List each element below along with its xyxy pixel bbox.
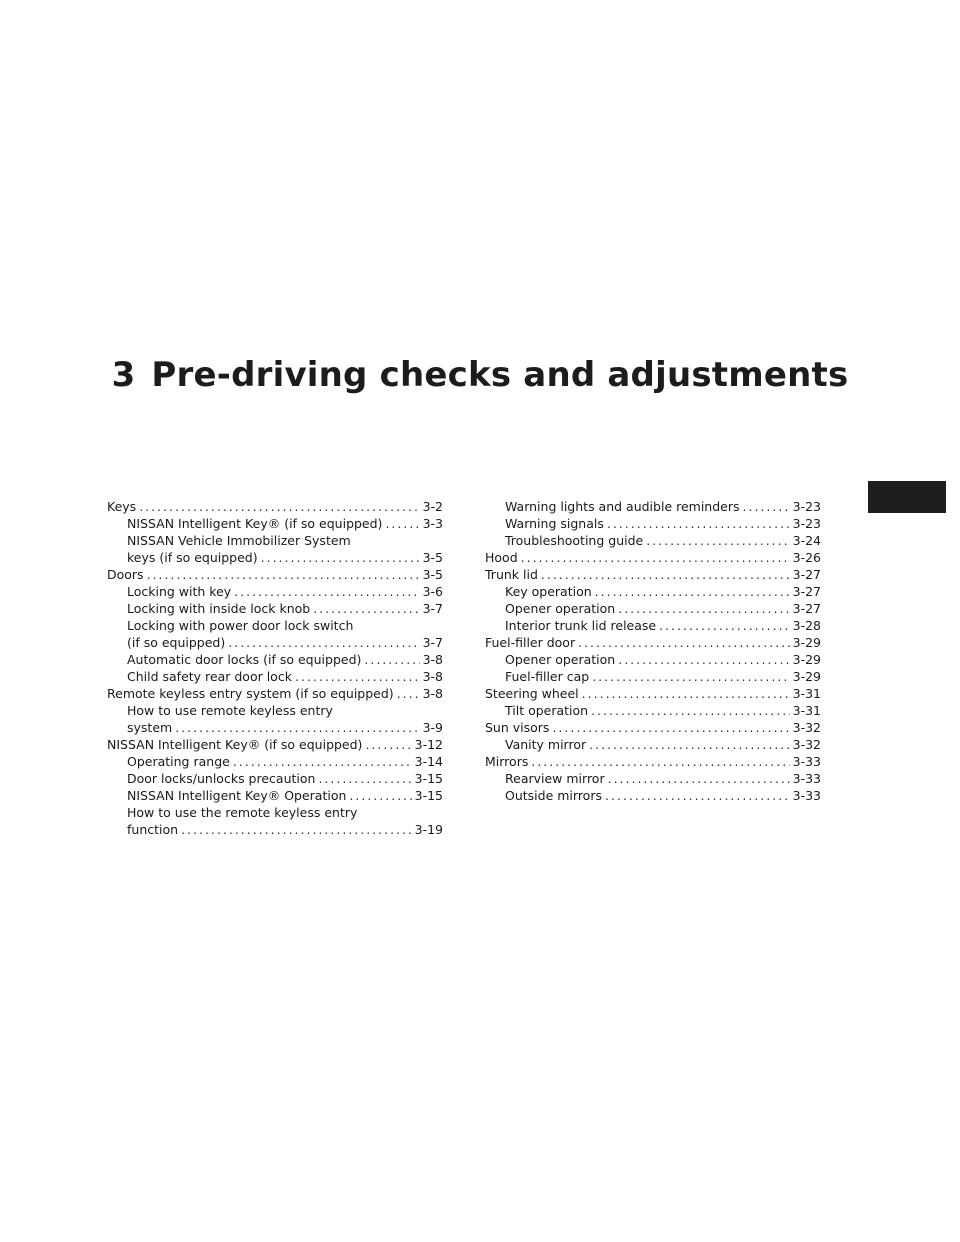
toc-entry-remote-function-line1[interactable]: How to use the remote keyless entry (127, 805, 358, 820)
toc-entry-intelligent-key-operation[interactable]: NISSAN Intelligent Key® Operation ..... 3-15 (107, 787, 443, 804)
toc-entry-operating-range[interactable]: Operating range ..... 3-14 (107, 753, 443, 770)
toc-entry-power-lock[interactable]: (if so equipped) ..... 3-7 (107, 634, 443, 651)
toc-entry-fuel-opener[interactable]: Opener operation ..... 3-29 (485, 651, 821, 668)
toc-entry-child-lock[interactable]: Child safety rear door lock ..... 3-8 (107, 668, 443, 685)
toc-entry-locking-key[interactable]: Locking with key ..... 3-6 (107, 583, 443, 600)
toc-entry-fuel-door[interactable]: Fuel-filler door ..... 3-29 (485, 634, 821, 651)
toc-entry-keys[interactable]: Keys ..... 3-2 (107, 498, 443, 515)
toc-left-column (107, 498, 443, 838)
toc-entry-lock-knob[interactable]: Locking with inside lock knob ..... 3-7 (107, 600, 443, 617)
toc-right-column (485, 498, 821, 804)
toc-entry-power-lock-line1[interactable]: Locking with power door lock switch (127, 618, 354, 633)
chapter-tab-marker (868, 481, 946, 513)
toc-entry-trunk-lid[interactable]: Trunk lid ..... 3-27 (485, 566, 821, 583)
toc-entry-door-lock-precaution[interactable]: Door locks/unlocks precaution ..... 3-15 (107, 770, 443, 787)
toc-entry-remote-function[interactable]: function ..... 3-19 (107, 821, 443, 838)
toc-entry-remote-keyless[interactable]: Remote keyless entry system (if so equipped) ..... 3-8 (107, 685, 443, 702)
toc-entry-intelligent-key-2[interactable]: NISSAN Intelligent Key® (if so equipped) ..... 3-12 (107, 736, 443, 753)
toc-entry-warning-lights[interactable]: Warning lights and audible reminders ..... 3-23 (485, 498, 821, 515)
toc-entry-tilt-operation[interactable]: Tilt operation ..... 3-31 (485, 702, 821, 719)
chapter-title-text: Pre-driving checks and adjustments (151, 355, 849, 395)
toc-entry-use-remote[interactable]: system ..... 3-9 (107, 719, 443, 736)
toc-entry-sun-visors[interactable]: Sun visors ..... 3-32 (485, 719, 821, 736)
toc-entry-trunk-key-operation[interactable]: Key operation ..... 3-27 (485, 583, 821, 600)
toc-entry-outside-mirrors[interactable]: Outside mirrors ..... 3-33 (485, 787, 821, 804)
toc-entry-auto-locks[interactable]: Automatic door locks (if so equipped) ..... 3-8 (107, 651, 443, 668)
toc-entry-immobilizer-line1[interactable]: NISSAN Vehicle Immobilizer System (127, 533, 351, 548)
chapter-number: 3 (111, 355, 136, 395)
toc-entry-immobilizer-keys[interactable]: keys (if so equipped) ..... 3-5 (107, 549, 443, 566)
chapter-title (0, 355, 960, 395)
toc-entry-warning-signals[interactable]: Warning signals ..... 3-23 (485, 515, 821, 532)
toc-entry-hood[interactable]: Hood ..... 3-26 (485, 549, 821, 566)
toc-entry-intelligent-key[interactable]: NISSAN Intelligent Key® (if so equipped) ..... 3-3 (107, 515, 443, 532)
toc-entry-fuel-cap[interactable]: Fuel-filler cap ..... 3-29 (485, 668, 821, 685)
toc-entry-doors[interactable]: Doors ..... 3-5 (107, 566, 443, 583)
toc-entry-troubleshooting[interactable]: Troubleshooting guide ..... 3-24 (485, 532, 821, 549)
toc-entry-steering-wheel[interactable]: Steering wheel ..... 3-31 (485, 685, 821, 702)
toc-entry-use-remote-line1[interactable]: How to use remote keyless entry (127, 703, 333, 718)
toc-entry-interior-trunk-release[interactable]: Interior trunk lid release ..... 3-28 (485, 617, 821, 634)
toc-entry-vanity-mirror[interactable]: Vanity mirror ..... 3-32 (485, 736, 821, 753)
toc-entry-mirrors[interactable]: Mirrors ..... 3-33 (485, 753, 821, 770)
toc-entry-trunk-opener[interactable]: Opener operation ..... 3-27 (485, 600, 821, 617)
toc-entry-rearview-mirror[interactable]: Rearview mirror ..... 3-33 (485, 770, 821, 787)
